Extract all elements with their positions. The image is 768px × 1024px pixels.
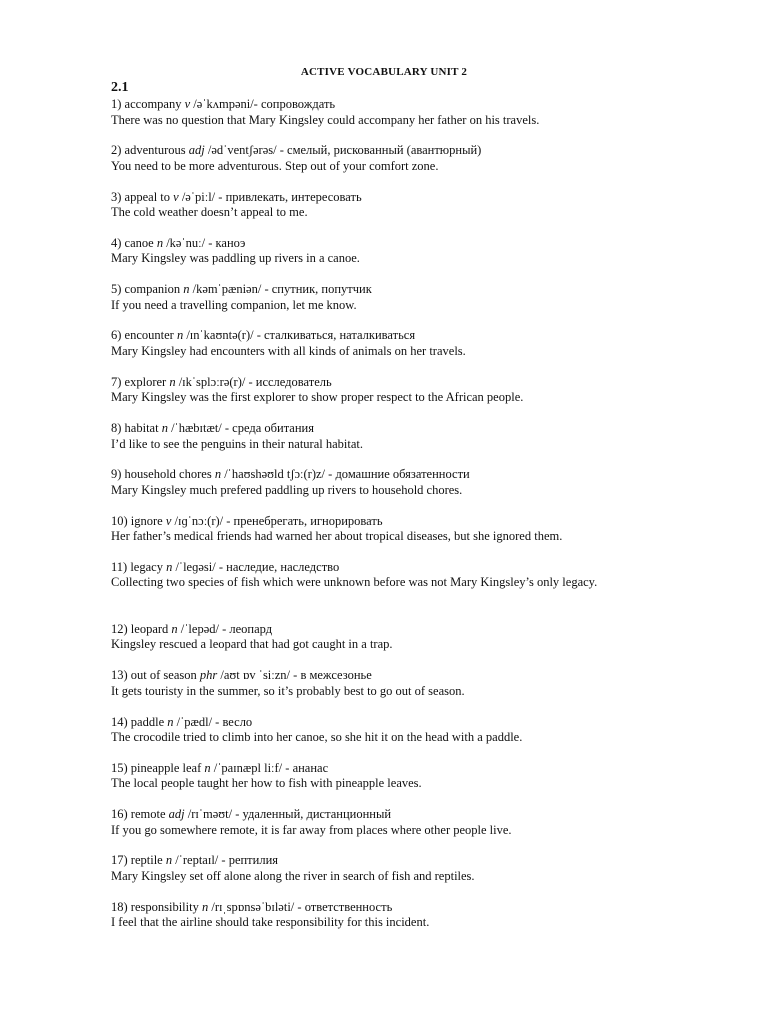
entry-transcription: /kəˈnuː/: [166, 235, 206, 250]
entry-number: 16): [111, 807, 128, 822]
entry-word: out of season: [130, 668, 197, 683]
entry-headword-line: [111, 190, 711, 206]
entry-headword-line: [111, 421, 711, 437]
entry-headword-line: [111, 375, 711, 391]
entry-part-of-speech: v: [184, 97, 191, 111]
entry-number: 2): [111, 143, 122, 158]
entry-translation: - исследователь: [248, 374, 332, 389]
entry-transcription: /əˈpiːl/: [181, 189, 216, 204]
entry-transcription: /ˈhæbɪtæt/: [171, 421, 222, 436]
entry-word: reptile: [130, 853, 163, 868]
entry-word: remote: [130, 807, 166, 822]
entry-word: ignore: [130, 513, 163, 528]
entry-part-of-speech: v: [165, 513, 172, 528]
entry-number: 15): [111, 760, 128, 775]
entry-transcription: /ˈhaʊshəʊld tʃɔː(r)z/: [224, 467, 326, 482]
vocabulary-entry: [111, 900, 711, 946]
entry-translation: - среда обитания: [224, 421, 314, 436]
entry-word: paddle: [130, 714, 165, 729]
entry-headword-line: [111, 236, 711, 252]
entry-headword-line: [111, 622, 711, 638]
entry-headword-line: [111, 143, 711, 159]
entry-headword-line: [111, 282, 711, 298]
entry-example-sentence: Kingsley rescued a leopard that had got caught in a trap.: [111, 637, 393, 652]
vocabulary-entry: [111, 421, 711, 467]
entry-example-sentence: Mary Kingsley had encounters with all kinds of animals on her travels.: [111, 343, 466, 358]
entry-translation: - в межсезонье: [293, 668, 372, 683]
entry-number: 1): [111, 97, 122, 111]
entry-translation: - смелый, рискованный (авантюрный): [279, 143, 482, 158]
vocabulary-entry: [111, 560, 711, 622]
entry-number: 17): [111, 853, 128, 868]
entry-example-sentence: The crocodile tried to climb into her canoe, so she hit it on the head with a paddle.: [111, 730, 523, 745]
entry-transcription: /rɪˈməʊt/: [187, 807, 233, 822]
entry-number: 3): [111, 189, 122, 204]
entry-word: responsibility: [130, 899, 199, 914]
entry-example-sentence: Her father’s medical friends had warned her about tropical diseases, but she ignored them.: [111, 529, 563, 544]
vocabulary-entry: [111, 190, 711, 236]
entry-part-of-speech: n: [161, 421, 168, 436]
entry-word: adventurous: [124, 143, 186, 158]
vocabulary-entry: [111, 97, 711, 143]
entry-translation: - сталкиваться, наталкиваться: [256, 328, 416, 343]
entry-transcription: /ɪnˈkaʊntə(r)/: [186, 328, 254, 343]
vocabulary-entry: [111, 807, 711, 853]
entry-part-of-speech: adj: [188, 143, 205, 158]
entry-word: pineapple leaf: [130, 760, 202, 775]
entry-example-sentence: I feel that the airline should take responsibility for this incident.: [111, 915, 430, 930]
entry-example-sentence: You need to be more adventurous. Step out of your comfort zone.: [111, 158, 439, 173]
entry-example-sentence: Mary Kingsley much prefered paddling up rivers to household chores.: [111, 482, 463, 497]
entry-number: 12): [111, 621, 128, 636]
entry-number: 7): [111, 374, 122, 389]
vocabulary-entry: [111, 668, 711, 714]
entry-part-of-speech: n: [167, 714, 174, 729]
entry-word: explorer: [124, 374, 167, 389]
entry-part-of-speech: n: [165, 853, 173, 868]
entry-translation: - ответственность: [297, 899, 393, 914]
entry-example-sentence: The local people taught her how to fish with pineapple leaves.: [111, 776, 422, 791]
entry-headword-line: [111, 668, 711, 684]
entry-number: 9): [111, 467, 122, 482]
entry-part-of-speech: n: [166, 559, 173, 574]
entry-transcription: /əˈkʌmpəni/-: [193, 97, 258, 111]
entry-transcription: /ˈpaɪnæpl liːf/: [213, 760, 283, 775]
entry-translation: - рептилия: [221, 853, 279, 868]
entry-transcription: /ˈlepəd/: [180, 621, 219, 636]
document-title: ACTIVE VOCABULARY UNIT 2: [300, 66, 468, 78]
entry-example-sentence: Mary Kingsley was paddling up rivers in a canoe.: [111, 251, 360, 266]
entry-word: household chores: [124, 467, 212, 482]
entry-example-sentence: If you go somewhere remote, it is far away from places where other people live.: [111, 822, 512, 837]
vocabulary-entry: [111, 467, 711, 513]
entry-part-of-speech: v: [173, 189, 179, 204]
entry-part-of-speech: phr: [199, 668, 218, 683]
entry-translation: - спутник, попутчик: [264, 282, 372, 297]
vocabulary-entry: [111, 282, 711, 328]
entry-number: 4): [111, 235, 122, 250]
vocabulary-entry: [111, 622, 711, 668]
entry-example-sentence: Mary Kingsley was the first explorer to show proper respect to the African people.: [111, 390, 524, 405]
entry-transcription: /ədˈventʃərəs/: [207, 143, 277, 158]
entry-part-of-speech: n: [169, 374, 176, 389]
entry-number: 8): [111, 421, 122, 436]
entry-number: 13): [111, 668, 128, 683]
entry-part-of-speech: n: [171, 621, 178, 636]
entry-part-of-speech: n: [204, 760, 211, 775]
entry-translation: - удаленный, дистанционный: [235, 807, 392, 822]
entry-transcription: /ˈpædl/: [176, 714, 213, 729]
entry-headword-line: [111, 761, 711, 777]
entry-number: 5): [111, 282, 122, 297]
vocabulary-entry: [111, 761, 711, 807]
entry-headword-line: [111, 560, 711, 576]
entry-translation: сопровождать: [260, 97, 336, 111]
entry-headword-line: [111, 807, 711, 823]
entry-word: habitat: [124, 421, 159, 436]
entry-word: companion: [124, 282, 181, 297]
entry-number: 11): [111, 559, 128, 574]
entry-headword-line: [111, 853, 711, 869]
entry-transcription: /ˈleɡəsi/: [175, 559, 216, 574]
entry-part-of-speech: adj: [168, 807, 185, 822]
vocabulary-entry: [111, 236, 711, 282]
entry-transcription: /ɪɡˈnɔː(r)/: [174, 513, 224, 528]
entry-word: encounter: [124, 328, 174, 343]
entry-number: 14): [111, 714, 128, 729]
entry-transcription: /ɪkˈsplɔːrə(r)/: [178, 374, 246, 389]
entry-example-sentence: If you need a travelling companion, let me know.: [111, 297, 357, 312]
entry-word: accompany: [124, 97, 182, 111]
entry-headword-line: [111, 97, 711, 113]
entry-part-of-speech: n: [183, 282, 190, 297]
entry-transcription: /rɪˌspɒnsəˈbɪləti/: [211, 899, 295, 914]
entry-translation: - наследие, наследство: [218, 559, 340, 574]
section-heading: 2.1: [111, 80, 129, 95]
entry-headword-line: [111, 467, 711, 483]
entry-headword-line: [111, 328, 711, 344]
vocabulary-list: [111, 97, 711, 946]
entry-example-sentence: It gets touristy in the summer, so it’s probably best to go out of season.: [111, 683, 465, 698]
entry-headword-line: [111, 514, 711, 530]
entry-word: appeal to: [124, 189, 171, 204]
entry-example-sentence: Mary Kingsley set off alone along the river in search of fish and reptiles.: [111, 868, 475, 883]
entry-transcription: /aʊt ɒv ˈsiːzn/: [220, 668, 291, 683]
entry-example-sentence: I’d like to see the penguins in their natural habitat.: [111, 436, 364, 451]
entry-translation: - каноэ: [208, 235, 246, 250]
entry-word: leopard: [130, 621, 169, 636]
entry-example-sentence: There was no question that Mary Kingsley could accompany her father on his travels.: [111, 112, 540, 127]
entry-number: 18): [111, 899, 128, 914]
entry-headword-line: [111, 900, 711, 916]
entry-translation: - весло: [215, 714, 253, 729]
vocabulary-entry: [111, 715, 711, 761]
vocabulary-entry: [111, 375, 711, 421]
entry-headword-line: [111, 715, 711, 731]
entry-transcription: /ˈreptaɪl/: [175, 853, 219, 868]
entry-example-sentence: The cold weather doesn’t appeal to me.: [111, 205, 308, 220]
vocabulary-entry: [111, 143, 711, 189]
entry-number: 10): [111, 513, 128, 528]
entry-translation: - привлекать, интересовать: [218, 189, 362, 204]
entry-translation: - леопард: [222, 621, 273, 636]
entry-part-of-speech: n: [214, 467, 222, 482]
vocabulary-entry: [111, 328, 711, 374]
entry-number: 6): [111, 328, 122, 343]
entry-word: legacy: [130, 559, 163, 574]
entry-part-of-speech: n: [201, 899, 209, 914]
entry-translation: - пренебрегать, игнорировать: [226, 513, 383, 528]
entry-example-sentence: Collecting two species of fish which were unknown before was not Mary Kingsley’s only legacy.: [111, 575, 598, 590]
entry-transcription: /kəmˈpæniən/: [192, 282, 262, 297]
vocabulary-entry: [111, 514, 711, 560]
entry-part-of-speech: n: [176, 328, 184, 343]
entry-word: canoe: [124, 235, 154, 250]
entry-part-of-speech: n: [156, 235, 164, 250]
vocabulary-entry: [111, 853, 711, 899]
entry-translation: - ананас: [285, 760, 329, 775]
entry-translation: - домашние обязатенности: [328, 467, 470, 482]
